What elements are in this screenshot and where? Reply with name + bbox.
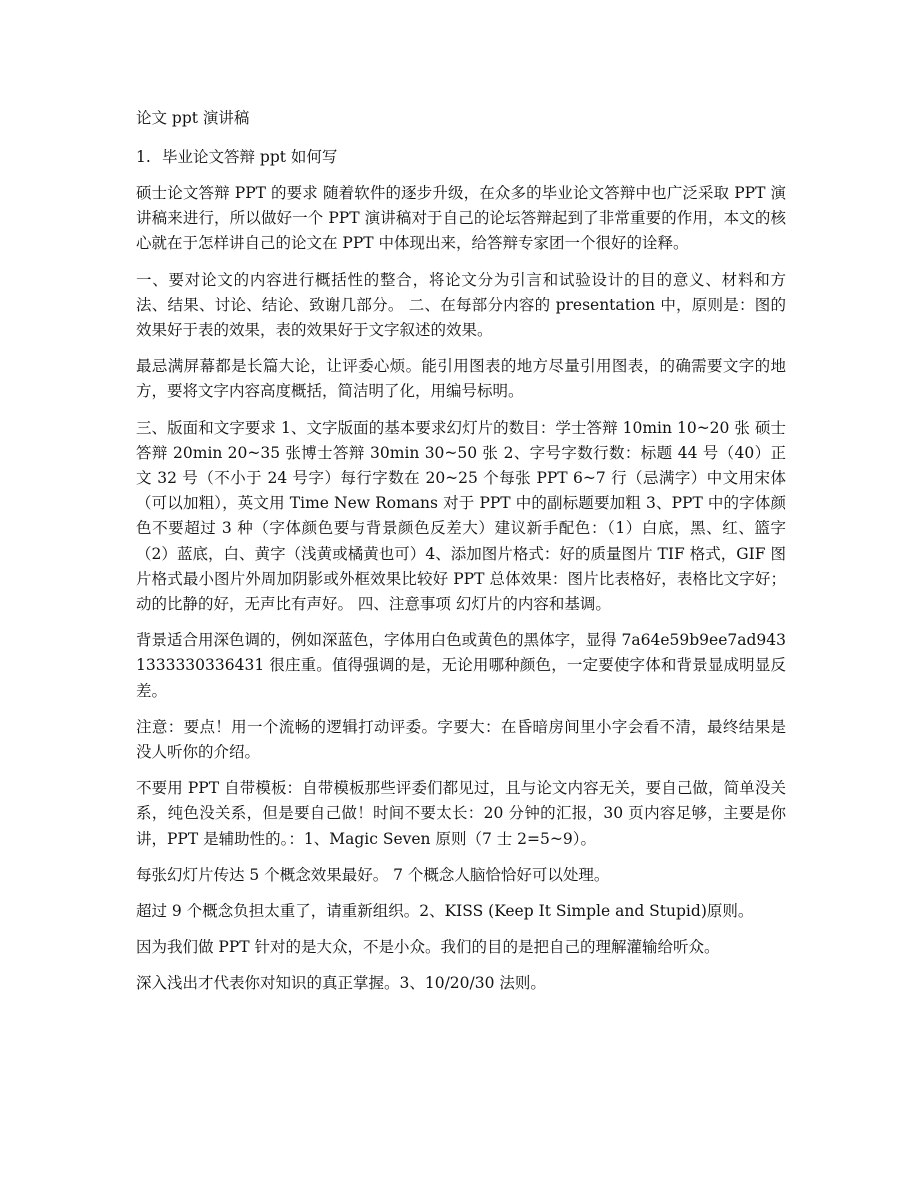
paragraph-rule-102030: 深入浅出才代表你对知识的真正掌握。3、10/20/30 法则。 — [136, 974, 546, 993]
document-body — [136, 105, 786, 1008]
paragraph-layout-text: 三、版面和文字要求 1、文字版面的基本要求幻灯片的数目：学士答辩 10min 10~20 张 硕士答辩 20min 20~35 张博士答辩 30min 30~50 张 2、字号字数行数：标题 44 号（40）正文 32 号（不小于 24 号字）每行字数在 20~25 个每张 PPT 6~7 行（忌满字）中文用宋体（可以加粗），英文用 Time New Romans 对于 PPT 中的副标题要加粗 3、PPT 中的字体颜色不要超过 3 种（字体颜色要与背景颜色反差大）建议新手配色：（1）白底，黑、红、篮字（2）蓝底，白、黄字（浅黄或橘黄也可）4、添加图片格式：好的质量图片 TIF 格式，GIF 图片格式最小图片外周加阴影或外框效果比较好 PPT 总体效果：图片比表格好，表格比文字好；动的比静的好，无声比有声好。 四、注意事项 幻灯片的内容和基调。 — [136, 418, 786, 614]
paragraph-structure: 一、要对论文的内容进行概括性的整合，将论文分为引言和试验设计的目的意义、材料和方法、结果、讨论、结论、致谢几部分。 二、在每部分内容的 presentation 中，原则是：图的效果好于表的效果，表的效果好于文字叙述的效果。 — [136, 270, 786, 340]
paragraph-audience: 因为我们做 PPT 针对的是大众，不是小众。我们的目的是把自己的理解灌输给听众。 — [136, 938, 720, 957]
paragraph-avoid-long-text: 最忌满屏幕都是长篇大论，让评委心烦。能引用图表的地方尽量引用图表，的确需要文字的地方，要将文字内容高度概括，简洁明了化，用编号标明。 — [136, 357, 786, 401]
paragraph-attention: 注意：要点！用一个流畅的逻辑打动评委。字要大：在昏暗房间里小字会看不清，最终结果是没人听你的介绍。 — [136, 717, 786, 762]
section-heading — [136, 144, 786, 170]
paragraph-requirements: 硕士论文答辩 PPT 的要求 随着软件的逐步升级，在众多的毕业论文答辩中也广泛采取 PPT 演讲稿来进行，所以做好一个 PPT 演讲稿对于自己的论坛答辩起到了非常重要的作用，本文的核心就在于怎样讲自己的论文在 PPT 中体现出来，给答辩专家团一个很好的诠释。 — [136, 184, 786, 253]
paragraph-five-concepts: 每张幻灯片传达 5 个概念效果最好。 7 个概念人脑恰恰好可以处理。 — [136, 865, 610, 884]
section-heading-text: 毕业论文答辩 ppt 如何写 — [162, 148, 338, 166]
paragraph-background: 背景适合用深色调的，例如深蓝色，字体用白色或黄色的黑体字，显得 7a64e59b9ee7ad9431333330336431 很庄重。值得强调的是，无论用哪种颜色，一定要使字体和背景显成明显反差。 — [136, 631, 786, 700]
paragraph-templates: 不要用 PPT 自带模板：自带模板那些评委们都见过，且与论文内容无关，要自己做，简单没关系，纯色没关系，但是要自己做！时间不要太长：20 分钟的汇报，30 页内容足够，主要是你讲，PPT 是辅助性的。：1、Magic Seven 原则（7 士 2=5~9）。 — [136, 779, 786, 848]
paragraph-kiss: 超过 9 个概念负担太重了，请重新组织。2、KISS (Keep It Simple and Stupid)原则。 — [136, 902, 754, 921]
section-number: 1. — [136, 148, 151, 166]
document-title: 论文 ppt 演讲稿 — [136, 109, 250, 127]
